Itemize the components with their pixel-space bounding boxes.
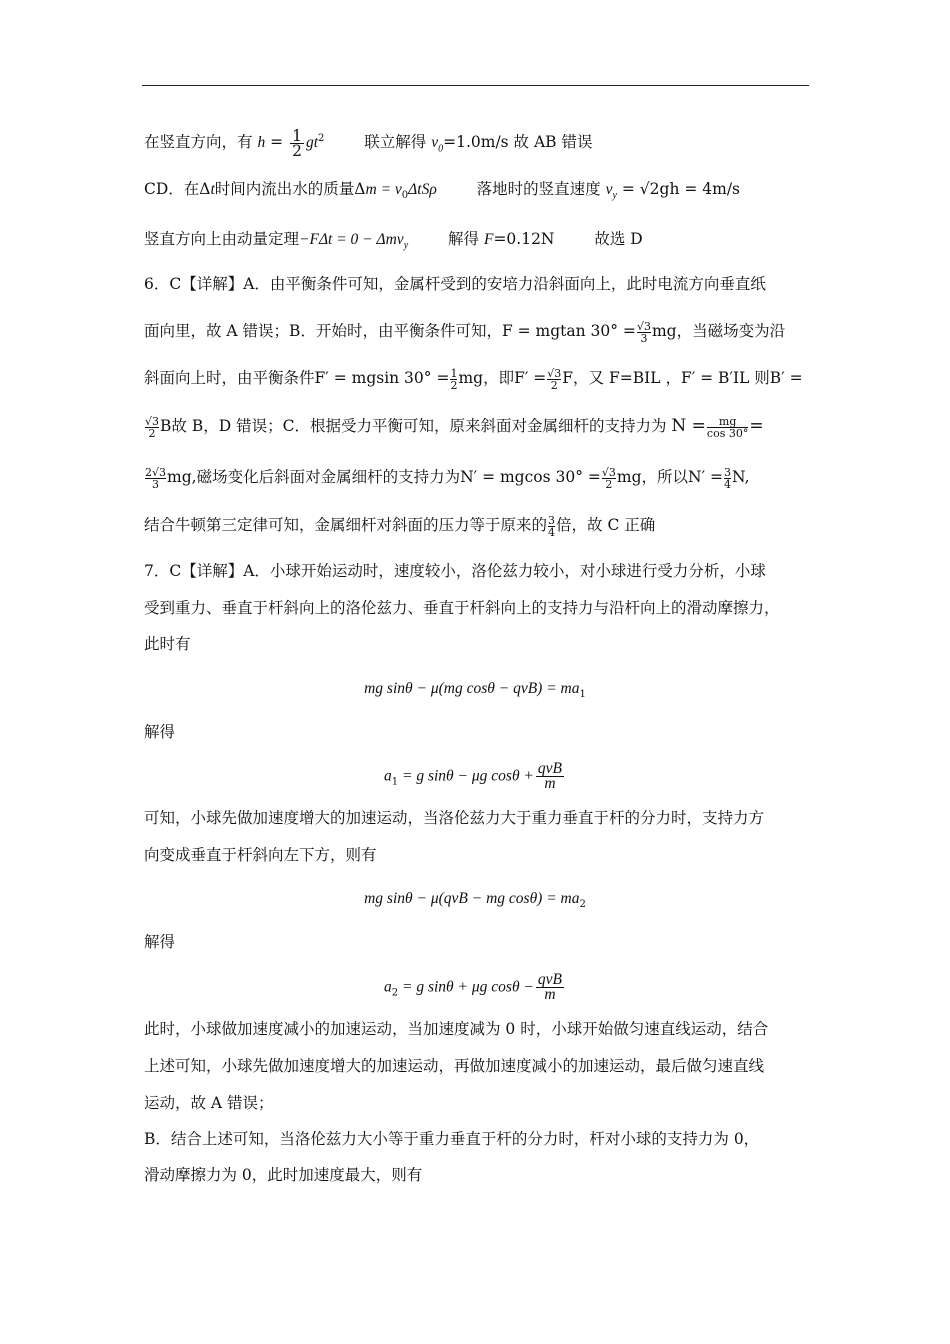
math-eq: =	[270, 133, 284, 152]
q6-line-1: 6．C【详解】A．由平衡条件可知，金属杆受到的安培力沿斜面向上，此时电流方向垂直纸	[144, 275, 766, 293]
equation-3: mg sinθ − μ(qvB − mg $\cos\theta) = ma_2$	[364, 890, 586, 911]
line-momentum-theorem: 竖直方向上由动量定理−FΔt = 0 − Δmv$_y$ 解得 F=0.12N 故选 D	[144, 230, 643, 252]
fraction: $\frac{mg}{\cos 30^\circ}$	[706, 414, 749, 440]
fraction: $\frac{1}{2}$	[450, 366, 458, 392]
text: 联立解得	[364, 133, 427, 152]
fraction: $\frac{√3}{2}$	[601, 465, 616, 491]
solve-label-1: 解得	[144, 723, 176, 741]
q7-line-6: 此时，小球做加速度减小的加速运动，当加速度减为 0 时，小球开始做匀速直线运动，结合	[144, 1020, 769, 1038]
text: CD．在Δ	[144, 180, 211, 198]
text: =1.0m/s 故 AB 错误	[443, 133, 593, 152]
q6-line-5: $\frac{2√3}{3}$ mg,磁场变化后斜面对金属细杆的支持力为N′ = mgcos 30° = $\frac{√3}{2}$ mg，所以N′ = $\frac{3}{4}$ N,	[145, 465, 750, 491]
q6-line-6: 结合牛顿第三定律可知，金属细杆对斜面的压力等于原来的 $\frac{3}{4}$ 倍，故 C 正确	[144, 513, 656, 539]
q7-line-3: 此时有	[144, 635, 191, 653]
equation-1: mg sinθ − μ(mg $\cos\theta - qvB) = ma_1$	[364, 680, 586, 701]
math-gt: gt	[305, 134, 319, 152]
text: 落地时的竖直速度	[476, 180, 601, 198]
q6-line-3: 斜面向上时，由平衡条件F′ = mgsin 30° = $\frac{1}{2}$ mg，即F′ = $\frac{√3}{2}$ F，又 F=BIL ，F′ = B′IL 则B′ =	[144, 366, 803, 392]
q7-line-4: 可知，小球先做加速度增大的加速运动，当洛伦兹力大于重力垂直于杆的分力时，支持力方	[144, 809, 765, 827]
text: 在竖直方向，有	[144, 133, 253, 152]
q7-line-10: 滑动摩擦力为 0，此时加速度最大，则有	[144, 1166, 423, 1184]
fraction: $\frac{\text{qvB}}{m}$	[537, 760, 562, 792]
fraction: $\frac{3}{4}$	[548, 513, 556, 539]
q6-line-4: $\frac{√3}{2}$ B故 B，D 错误；C．根据受力平衡可知，原来斜面对金属细杆的支持力为 N = $\frac{mg}{\cos 30^\circ}$ =	[145, 414, 764, 440]
text: 故选 D	[594, 230, 643, 248]
fraction-half: $\frac{1}{2}$	[292, 126, 302, 160]
math-vy-value: = √2gh = 4m/s	[616, 180, 740, 198]
q7-line-5: 向变成垂直于杆斜向左下方，则有	[144, 846, 377, 864]
fraction: $\frac{√3}{2}$	[145, 414, 160, 440]
q6-line-2: 面向里，故 A 错误；B．开始时，由平衡条件可知，F = mgtan 30° = $\frac{√3}{3}$ mg，当磁场变为沿	[144, 319, 786, 345]
text: 解得	[448, 230, 480, 248]
line-vertical-direction: 在竖直方向，有 h = $\frac{1}{2}$ $gt^2$ 联立解得 $v_0=1.0m/s$ 故 AB 错误	[144, 126, 593, 160]
line-cd: CD．在Δt时间内流出水的质量$\Delta m = v_0\Delta tS\rho$ 落地时的竖直速度 $v_y = √2gh = 4m/s$	[144, 180, 740, 202]
fraction: $\frac{√3}{3}$	[636, 319, 651, 345]
equation-2: $a_1 = g$ sinθ − μg cosθ + $\frac{\text{qvB}}{m}$	[384, 760, 562, 792]
text: 竖直方向上由动量定理	[144, 230, 300, 248]
fraction: $\frac{\text{qvB}}{m}$	[537, 971, 562, 1003]
q7-line-9: B．结合上述可知，当洛伦兹力大小等于重力垂直于杆的分力时，杆对小球的支持力为 0，	[144, 1130, 760, 1148]
q7-line-8: 运动，故 A 错误；	[144, 1094, 274, 1112]
fraction: $\frac{√3}{2}$	[547, 366, 562, 392]
fraction: $\frac{2√3}{3}$	[145, 465, 167, 491]
q7-line-7: 上述可知，小球先做加速度增大的加速运动，再做加速度减小的加速运动，最后做匀速直线	[144, 1057, 765, 1075]
q7-line-1: 7．C【详解】A．小球开始运动时，速度较小，洛伦兹力较小，对小球进行受力分析，小球	[144, 562, 766, 580]
math-h: h	[257, 134, 266, 152]
solve-label-2: 解得	[144, 933, 176, 951]
header-rule	[142, 85, 809, 86]
math-v0: v	[431, 134, 439, 152]
equation-4: $a_2 = g$ sinθ + μg cosθ − $\frac{\text{qvB}}{m}$	[384, 971, 562, 1003]
q7-line-2: 受到重力、垂直于杆斜向上的洛伦兹力、垂直于杆斜向上的支持力与沿杆向上的滑动摩擦力，	[144, 599, 780, 617]
fraction: $\frac{3}{4}$	[724, 465, 732, 491]
text: 时间内流出水的质量Δ	[214, 180, 366, 198]
